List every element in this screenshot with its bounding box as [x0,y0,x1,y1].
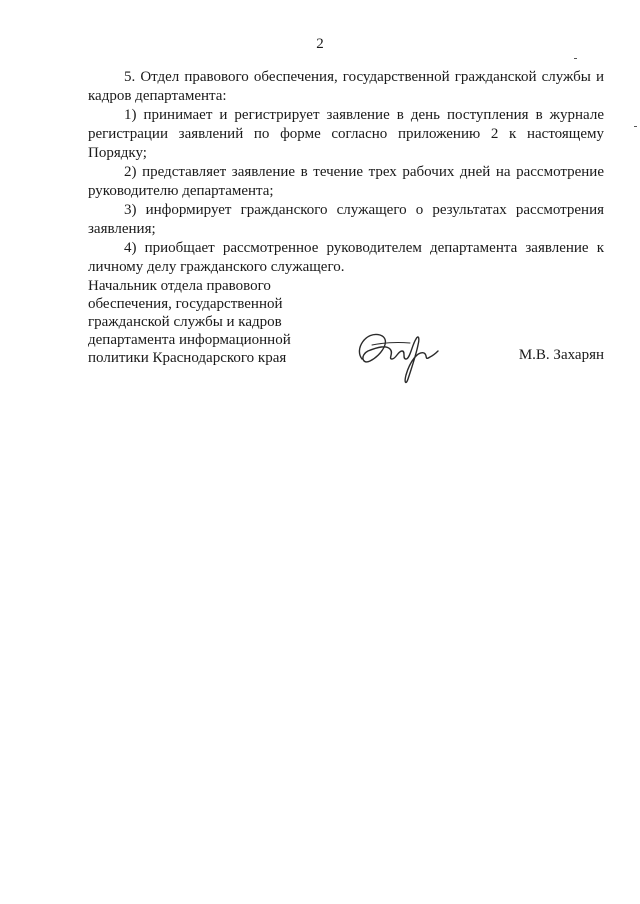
paragraph-subitem-1: 1) принимает и регистрирует заявление в день поступления в журнале регистрации заявлений по форме согласно приложению 2 к настоящему Порядку; [88,107,604,161]
signer-name: М.В. Захарян [518,347,604,363]
paragraph-subitem-4: 4) приобщает рассмотренное руководителем департамента заявление к личному делу гражданского служащего. [88,240,604,275]
signer-position-line: гражданской службы и кадров [88,314,282,330]
document-body [88,68,604,277]
page-number: 2 [316,36,324,52]
signer-position [88,277,313,367]
signer-position-line: Начальник отдела правового [88,278,271,294]
signer-position-line: обеспечения, государственной [88,296,283,312]
signer-position-line: департамента информационной [88,332,291,348]
scan-speck [574,58,577,59]
signer-position-line: политики Краснодарского края [88,350,287,366]
paragraph-subitem-2: 2) представляет заявление в течение трех рабочих дней на рассмотрение руководителю департамента; [88,164,604,199]
paragraph-subitem-3: 3) информирует гражданского служащего о результатах рассмотрения заявления; [88,202,604,237]
handwritten-signature [352,315,442,387]
paragraph-item-5: 5. Отдел правового обеспечения, государственной гражданской службы и кадров департамента: [88,69,604,104]
scan-speck [634,126,637,127]
